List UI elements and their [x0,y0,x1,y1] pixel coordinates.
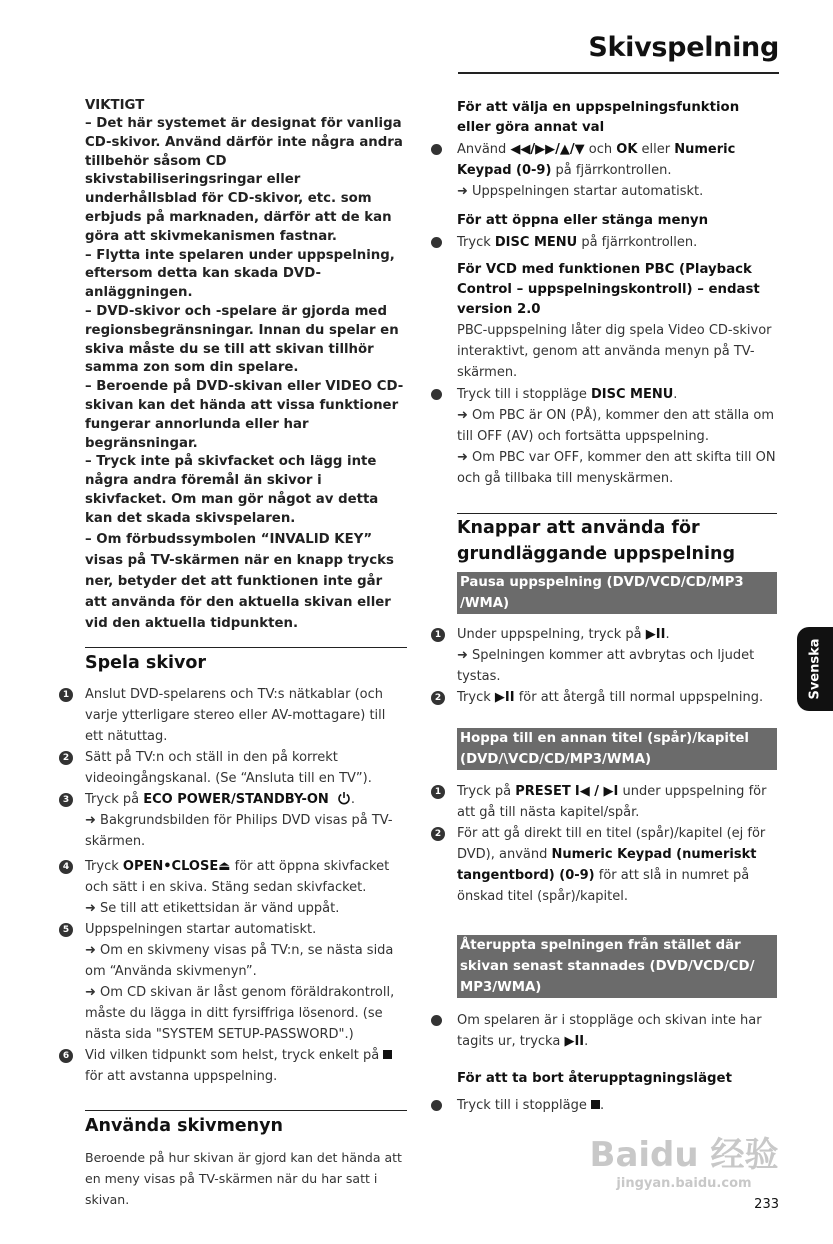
pbc-text: PBC-uppspelning låter dig spela Video CD-skivor interaktivt, genom att använda menyn på TV-skärmen. [457,323,772,380]
bullet-icon [431,389,442,400]
hoppa-step-2: 2 För att gå direkt till en titel (spår)/kapitel (ej för DVD), använd Numeric Keypad (numeriskt tangentbord) (0-9) för att slå in numret på önskad titel (spår)/kapitel. [457,823,777,907]
step-number-icon: 3 [59,793,73,807]
bullet-menu: Tryck DISC MENU på fjärrkontrollen. [457,232,777,253]
section-title-knappar: Knappar att använda för grundläggande uppspelning [457,518,735,564]
pausa-steps [434,624,777,708]
play-pause-icon: ▶II [645,627,666,642]
title-rule [458,72,779,74]
bullet-icon [431,1100,442,1111]
warning-title: VIKTIGT [85,98,145,113]
step-number-icon: 2 [59,751,73,765]
bullet-icon [431,1015,442,1026]
step-number-icon: 2 [431,691,445,705]
step-number-icon: 2 [431,827,445,841]
eject-icon: ⏏ [218,858,231,874]
ateruppta-bullet-2: Tryck till i stoppläge . [457,1095,777,1116]
language-tab: Svenska [797,627,833,711]
step-number-icon: 6 [59,1049,73,1063]
stop-icon [383,1050,392,1059]
warning-item: – Om förbudssymbolen “INVALID KEY” visas på TV-skärmen när en knapp trycks ner, betyder det att funktionen inte går att använda för den aktuella skivan eller vid den aktuella tidpunkten. [85,531,394,631]
step-number-icon: 4 [59,860,73,874]
step-number-icon: 1 [431,785,445,799]
watermark [588,1135,780,1193]
watermark-url: jingyan.baidu.com [616,1176,752,1191]
box-pausa: Pausa uppspelning (DVD/VCD/CD/MP3 /WMA) [457,572,777,614]
step-2: 2 Sätt på TV:n och ställ in den på korrekt videoingångskanal. (Se “Ansluta till en TV”). [85,747,407,789]
stop-icon [591,1100,600,1109]
warning-item: – DVD-skivor och -spelare är gjorda med regionsbegränsningar. Innan du spelar en skiva måste du se till att skivan tillhör samma zon som din spelare. [85,303,399,376]
play-pause-icon: ▶II [564,1034,585,1049]
step-number-icon: 1 [431,628,445,642]
subheading-select: För att välja en uppspelningsfunktion eller göra annat val [457,100,740,135]
warning-item: – Det här systemet är designat för vanliga CD-skivor. Använd därför inte några andra tillbehör såsom CD skivstabiliseringsringar eller underhållsblad för CD-skivor, etc. som erbjuds på marknaden, därför att de kan göra att skivmekanismen fastnar. [85,116,403,244]
right-column [434,98,777,1116]
section-rule [85,647,407,648]
bullet-icon [431,237,442,248]
box-ateruppta: Återuppta spelningen från stället där skivan senast stannades (DVD/VCD/CD/ MP3/WMA) [457,935,777,998]
steps-list [62,684,407,1087]
box-hoppa: Hoppa till en annan titel (spår)/kapitel (DVD/\VCD/CD/MP3/WMA) [457,728,777,770]
section-title-spela: Spela skivor [85,652,207,673]
left-column [62,96,407,1210]
step-6: 6 Vid vilken tidpunkt som helst, tryck enkelt på för att avstanna uppspelning. [85,1045,407,1087]
step-1: 1 Anslut DVD-spelarens och TV:s nätkablar (och varje ytterligare stereo eller AV-mottagare) till ett nätuttag. [85,684,407,747]
meny-text: Beroende på hur skivan är gjord kan det hända att en meny visas på TV-skärmen när du har satt i skivan. [85,1149,402,1207]
warning-item: – Flytta inte spelaren under uppspelning, eftersom detta kan skada DVD-anläggningen. [85,247,395,301]
bullet-select: Använd ◀◀/▶▶/▲/▼ och OK eller Numeric Keypad (0-9) på fjärrkontrollen. ➜ Uppspelningen startar automatiskt. [457,139,777,202]
subheading-resume-off: För att ta bort återupptagningsläget [457,1071,732,1086]
page-number: 233 [754,1197,779,1212]
bullet-icon [431,144,442,155]
hoppa-step-1: 1 Tryck på PRESET I◀ / ▶I under uppspelning för att gå till nästa kapitel/spår. [457,781,777,823]
step-3: 3 Tryck på ECO POWER/STANDBY-ON . ➜ Bakgrundsbilden för Philips DVD visas på TV-skärmen. [85,789,407,852]
watermark-logo: Baidu 经验 [589,1135,779,1175]
subheading-pbc: För VCD med funktionen PBC (Playback Control – uppspelningskontroll) – endast version 2.0 [457,262,760,317]
section-title-meny: Använda skivmenyn [85,1115,283,1136]
section-rule [457,513,777,514]
step-4: 4 Tryck OPEN•CLOSE⏏ för att öppna skivfacket och sätt i en skiva. Stäng sedan skivfacket. ➜ Se till att etikettsidan är vänd uppåt. [85,856,407,919]
step-number-icon: 1 [59,688,73,702]
power-icon [337,791,351,805]
hoppa-steps [434,781,777,907]
pausa-step-1: 1 Under uppspelning, tryck på ▶II. ➜ Spelningen kommer att avbrytas och ljudet tystas. [457,624,777,687]
skip-icon: I◀ / ▶I [574,784,619,799]
page-title: Skivspelning [588,32,779,63]
play-pause-icon: ▶II [494,690,515,705]
pausa-step-2: 2 Tryck ▶II för att återgå till normal uppspelning. [457,687,777,708]
section-rule [85,1110,407,1111]
step-number-icon: 5 [59,923,73,937]
bullet-pbc: Tryck till i stoppläge DISC MENU. ➜ Om PBC är ON (PÅ), kommer den att ställa om till OFF (AV) och fortsätta uppspelning. ➜ Om PBC var OFF, kommer den att skifta till ON och gå tillbaka till menyskärmen. [457,384,777,489]
warning-list [85,115,407,634]
step-5: 5 Uppspelningen startar automatiskt. ➜ Om en skivmeny visas på TV:n, se nästa sida om “Använda skivmenyn”. ➜ Om CD skivan är låst genom föräldrakontroll, måste du lägga in ditt fyrsiffriga lösenord. (se nästa sida "SYSTEM SETUP-PASSWORD".) [85,919,407,1045]
ateruppta-bullet-1: Om spelaren är i stoppläge och skivan inte har tagits ur, trycka ▶II. [457,1010,777,1052]
warning-item: – Tryck inte på skivfacket och lägg inte några andra föremål än skivor i skivfacket. Om man gör något av detta kan det skada skivspelaren. [85,454,379,526]
subheading-menu: För att öppna eller stänga menyn [457,213,709,228]
warning-item: – Beroende på DVD-skivan eller VIDEO CD-skivan kan det hända att vissa funktioner fungerar annorlunda eller har begränsningar. [85,379,404,451]
